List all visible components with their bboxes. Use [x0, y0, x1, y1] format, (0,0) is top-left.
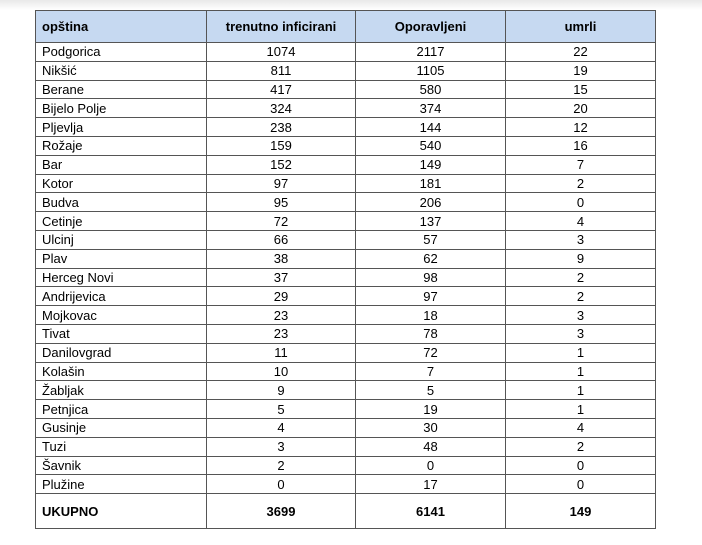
- table-row: [36, 212, 656, 231]
- deaths-cell: 3: [506, 306, 656, 325]
- infected-cell: 1074: [207, 43, 356, 62]
- header-row: [36, 11, 656, 43]
- municipality-cell: Ulcinj: [36, 230, 207, 249]
- table-row: [36, 155, 656, 174]
- table-row: [36, 193, 656, 212]
- deaths-cell: 2: [506, 174, 656, 193]
- recovered-cell: 98: [356, 268, 506, 287]
- recovered-cell: 48: [356, 437, 506, 456]
- municipality-cell: Tivat: [36, 324, 207, 343]
- municipality-cell: Plav: [36, 249, 207, 268]
- table-row: [36, 174, 656, 193]
- recovered-cell: 144: [356, 118, 506, 137]
- infected-cell: 95: [207, 193, 356, 212]
- table-row: [36, 324, 656, 343]
- municipality-cell: Kolašin: [36, 362, 207, 381]
- top-shade: [0, 0, 702, 10]
- table-body: [36, 43, 656, 529]
- infected-cell: 72: [207, 212, 356, 231]
- deaths-cell: 0: [506, 193, 656, 212]
- deaths-cell: 2: [506, 437, 656, 456]
- municipality-cell: Petnjica: [36, 400, 207, 419]
- recovered-cell: 0: [356, 456, 506, 475]
- table-row: [36, 61, 656, 80]
- municipality-cell: Kotor: [36, 174, 207, 193]
- table-row: [36, 249, 656, 268]
- recovered-cell: 374: [356, 99, 506, 118]
- recovered-cell: 18: [356, 306, 506, 325]
- recovered-cell: 78: [356, 324, 506, 343]
- municipality-cell: Mojkovac: [36, 306, 207, 325]
- recovered-cell: 181: [356, 174, 506, 193]
- deaths-cell: 2: [506, 287, 656, 306]
- infected-cell: 11: [207, 343, 356, 362]
- municipality-cell: Plužine: [36, 475, 207, 494]
- municipality-cell: Podgorica: [36, 43, 207, 62]
- recovered-cell: 57: [356, 230, 506, 249]
- recovered-cell: 62: [356, 249, 506, 268]
- table-row: [36, 456, 656, 475]
- recovered-cell: 5: [356, 381, 506, 400]
- table-row: [36, 418, 656, 437]
- recovered-cell: 30: [356, 418, 506, 437]
- municipality-stats-table: [35, 10, 656, 529]
- table-row: [36, 99, 656, 118]
- deaths-cell: 0: [506, 456, 656, 475]
- infected-cell: 9: [207, 381, 356, 400]
- deaths-cell: 0: [506, 475, 656, 494]
- deaths-cell: 2: [506, 268, 656, 287]
- municipality-cell: Danilovgrad: [36, 343, 207, 362]
- deaths-cell: 9: [506, 249, 656, 268]
- recovered-cell: 206: [356, 193, 506, 212]
- recovered-cell: 1105: [356, 61, 506, 80]
- recovered-cell: 19: [356, 400, 506, 419]
- infected-cell: 417: [207, 80, 356, 99]
- total-label: UKUPNO: [36, 494, 207, 529]
- infected-cell: 152: [207, 155, 356, 174]
- infected-cell: 3: [207, 437, 356, 456]
- recovered-cell: 72: [356, 343, 506, 362]
- municipality-cell: Andrijevica: [36, 287, 207, 306]
- deaths-cell: 7: [506, 155, 656, 174]
- infected-cell: 159: [207, 136, 356, 155]
- deaths-cell: 1: [506, 362, 656, 381]
- deaths-cell: 4: [506, 212, 656, 231]
- recovered-cell: 97: [356, 287, 506, 306]
- deaths-cell: 3: [506, 230, 656, 249]
- deaths-cell: 20: [506, 99, 656, 118]
- recovered-cell: 149: [356, 155, 506, 174]
- municipality-cell: Cetinje: [36, 212, 207, 231]
- municipality-cell: Šavnik: [36, 456, 207, 475]
- municipality-cell: Žabljak: [36, 381, 207, 400]
- total-row: [36, 494, 656, 529]
- table-row: [36, 43, 656, 62]
- municipality-cell: Bar: [36, 155, 207, 174]
- table-row: [36, 475, 656, 494]
- table-row: [36, 287, 656, 306]
- header-currently-infected: trenutno inficirani: [207, 11, 356, 43]
- infected-cell: 23: [207, 306, 356, 325]
- table-row: [36, 136, 656, 155]
- municipality-cell: Bijelo Polje: [36, 99, 207, 118]
- municipality-cell: Budva: [36, 193, 207, 212]
- deaths-cell: 16: [506, 136, 656, 155]
- recovered-cell: 17: [356, 475, 506, 494]
- header-recovered: Oporavljeni: [356, 11, 506, 43]
- deaths-cell: 12: [506, 118, 656, 137]
- infected-cell: 29: [207, 287, 356, 306]
- deaths-cell: 22: [506, 43, 656, 62]
- header-deaths: umrli: [506, 11, 656, 43]
- infected-cell: 38: [207, 249, 356, 268]
- header-municipality: opština: [36, 11, 207, 43]
- infected-cell: 0: [207, 475, 356, 494]
- recovered-cell: 540: [356, 136, 506, 155]
- municipality-cell: Rožaje: [36, 136, 207, 155]
- table-row: [36, 362, 656, 381]
- municipality-cell: Gusinje: [36, 418, 207, 437]
- infected-cell: 811: [207, 61, 356, 80]
- deaths-cell: 1: [506, 343, 656, 362]
- infected-cell: 324: [207, 99, 356, 118]
- infected-cell: 66: [207, 230, 356, 249]
- recovered-cell: 580: [356, 80, 506, 99]
- table-row: [36, 306, 656, 325]
- table-row: [36, 400, 656, 419]
- total-infected: 3699: [207, 494, 356, 529]
- infected-cell: 97: [207, 174, 356, 193]
- table-row: [36, 343, 656, 362]
- table-row: [36, 437, 656, 456]
- total-recovered: 6141: [356, 494, 506, 529]
- municipality-cell: Herceg Novi: [36, 268, 207, 287]
- total-deaths: 149: [506, 494, 656, 529]
- infected-cell: 37: [207, 268, 356, 287]
- table-row: [36, 381, 656, 400]
- table-row: [36, 268, 656, 287]
- municipality-cell: Tuzi: [36, 437, 207, 456]
- deaths-cell: 1: [506, 400, 656, 419]
- infected-cell: 5: [207, 400, 356, 419]
- infected-cell: 10: [207, 362, 356, 381]
- recovered-cell: 137: [356, 212, 506, 231]
- table-row: [36, 230, 656, 249]
- recovered-cell: 7: [356, 362, 506, 381]
- infected-cell: 23: [207, 324, 356, 343]
- deaths-cell: 4: [506, 418, 656, 437]
- deaths-cell: 19: [506, 61, 656, 80]
- municipality-cell: Pljevlja: [36, 118, 207, 137]
- deaths-cell: 1: [506, 381, 656, 400]
- table-row: [36, 80, 656, 99]
- infected-cell: 4: [207, 418, 356, 437]
- recovered-cell: 2117: [356, 43, 506, 62]
- deaths-cell: 15: [506, 80, 656, 99]
- table-row: [36, 118, 656, 137]
- municipality-cell: Berane: [36, 80, 207, 99]
- municipality-cell: Nikšić: [36, 61, 207, 80]
- infected-cell: 238: [207, 118, 356, 137]
- deaths-cell: 3: [506, 324, 656, 343]
- infected-cell: 2: [207, 456, 356, 475]
